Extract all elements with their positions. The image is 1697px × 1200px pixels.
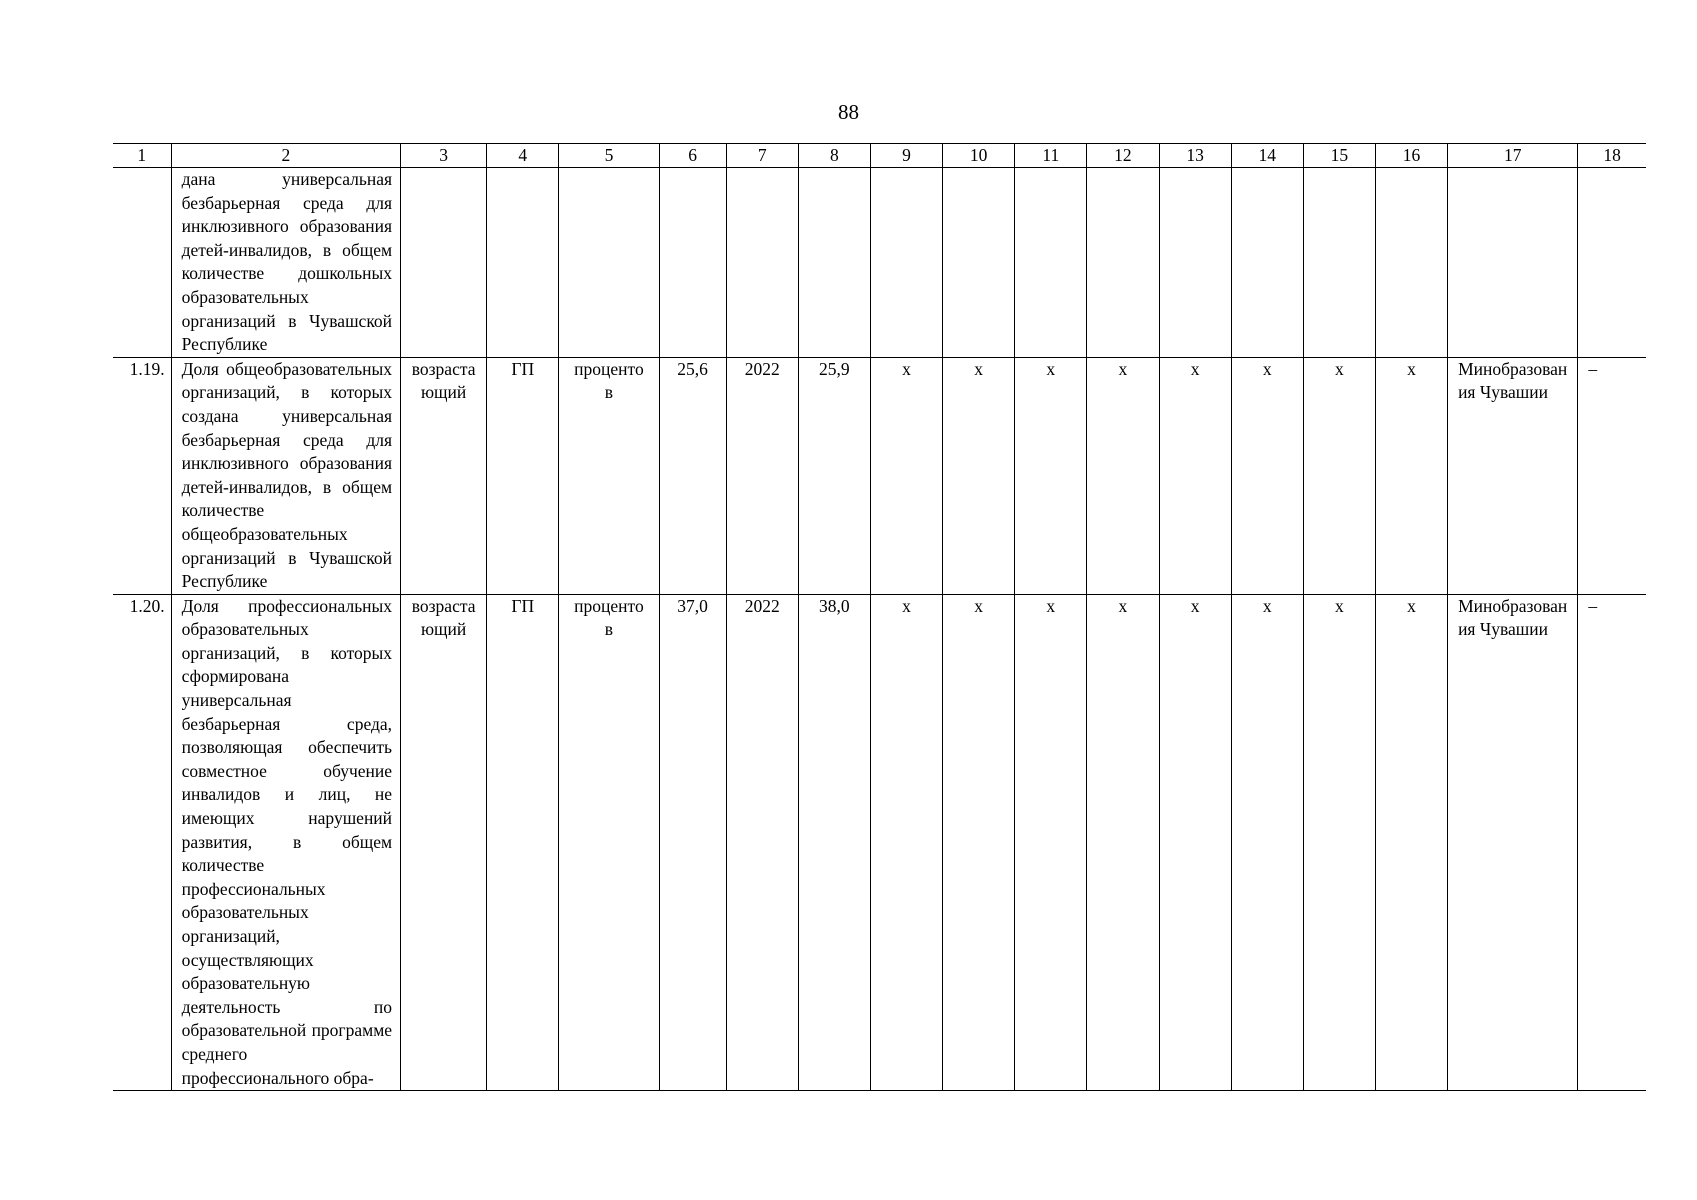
header-cell: 13 [1159, 144, 1231, 168]
value-cell: х [1375, 594, 1447, 1090]
value-cell [1015, 168, 1087, 358]
value-cell [1231, 168, 1303, 358]
value-cell: 25,9 [798, 357, 870, 594]
header-cell: 15 [1303, 144, 1375, 168]
responsible-cell: Минобразования Чувашии [1448, 357, 1578, 594]
level-cell: ГП [487, 594, 559, 1090]
indicator-name: дана универсальная безбарьерная среда для инклюзивного образования детей-инвалидов, в общем количестве дошкольных образовательных организаций в Чувашской Республике [171, 168, 400, 358]
base-year-cell [726, 168, 798, 358]
note-cell [1578, 168, 1646, 358]
value-cell: х [1159, 594, 1231, 1090]
column-number-header [113, 144, 1646, 168]
value-cell: х [1087, 594, 1159, 1090]
value-cell: 38,0 [798, 594, 870, 1090]
value-cell: х [1159, 357, 1231, 594]
row-number [113, 168, 171, 358]
unit-cell: процентов [559, 357, 659, 594]
value-cell: х [870, 594, 942, 1090]
unit-cell: процентов [559, 594, 659, 1090]
row-number: 1.19. [113, 357, 171, 594]
table-row [113, 168, 1646, 358]
header-cell: 5 [559, 144, 659, 168]
header-cell: 7 [726, 144, 798, 168]
base-value-cell: 37,0 [659, 594, 726, 1090]
base-year-cell: 2022 [726, 357, 798, 594]
table-row [113, 357, 1646, 594]
base-year-cell: 2022 [726, 594, 798, 1090]
header-cell: 9 [870, 144, 942, 168]
header-cell: 4 [487, 144, 559, 168]
value-cell: х [1303, 357, 1375, 594]
header-cell: 14 [1231, 144, 1303, 168]
responsible-cell: Минобразования Чувашии [1448, 594, 1578, 1090]
header-cell: 3 [401, 144, 487, 168]
unit-cell [559, 168, 659, 358]
note-cell: – [1578, 357, 1646, 594]
header-cell: 2 [171, 144, 400, 168]
header-cell: 12 [1087, 144, 1159, 168]
table-row [113, 594, 1646, 1090]
value-cell [1087, 168, 1159, 358]
note-cell: – [1578, 594, 1646, 1090]
value-cell: х [1087, 357, 1159, 594]
page-number: 88 [838, 100, 859, 124]
level-cell: ГП [487, 357, 559, 594]
header-cell: 6 [659, 144, 726, 168]
trend-cell: возрастающий [401, 594, 487, 1090]
value-cell: х [1015, 594, 1087, 1090]
value-cell [870, 168, 942, 358]
value-cell: х [1375, 357, 1447, 594]
value-cell [1303, 168, 1375, 358]
header-cell: 11 [1015, 144, 1087, 168]
indicator-name: Доля профессиональных образовательных организаций, в которых сформирована универсальная безбарьерная среда, позволяющая обеспечить совместное обучение инвалидов и лиц, не имеющих нарушений развития, в общем количестве профессиональных образовательных организаций, осуществляющих образовательную деятельность по образовательной программе среднего профессионального обра- [171, 594, 400, 1090]
value-cell: х [943, 357, 1015, 594]
indicator-name: Доля общеобразовательных организаций, в которых создана универсальная безбарьерная среда для инклюзивного образования детей-инвалидов, в общем количестве общеобразовательных организаций в Чувашской Республике [171, 357, 400, 594]
value-cell: х [1303, 594, 1375, 1090]
value-cell: х [1231, 357, 1303, 594]
value-cell: х [1231, 594, 1303, 1090]
responsible-cell [1448, 168, 1578, 358]
header-cell: 8 [798, 144, 870, 168]
value-cell [943, 168, 1015, 358]
level-cell [487, 168, 559, 358]
value-cell [798, 168, 870, 358]
value-cell [1375, 168, 1447, 358]
row-number: 1.20. [113, 594, 171, 1090]
header-cell: 1 [113, 144, 171, 168]
base-value-cell: 25,6 [659, 357, 726, 594]
value-cell [1159, 168, 1231, 358]
indicators-table [113, 143, 1646, 1091]
header-cell: 18 [1578, 144, 1646, 168]
trend-cell: возрастающий [401, 357, 487, 594]
value-cell: х [870, 357, 942, 594]
value-cell: х [943, 594, 1015, 1090]
trend-cell [401, 168, 487, 358]
header-cell: 17 [1448, 144, 1578, 168]
value-cell: х [1015, 357, 1087, 594]
header-cell: 10 [943, 144, 1015, 168]
header-cell: 16 [1375, 144, 1447, 168]
base-value-cell [659, 168, 726, 358]
